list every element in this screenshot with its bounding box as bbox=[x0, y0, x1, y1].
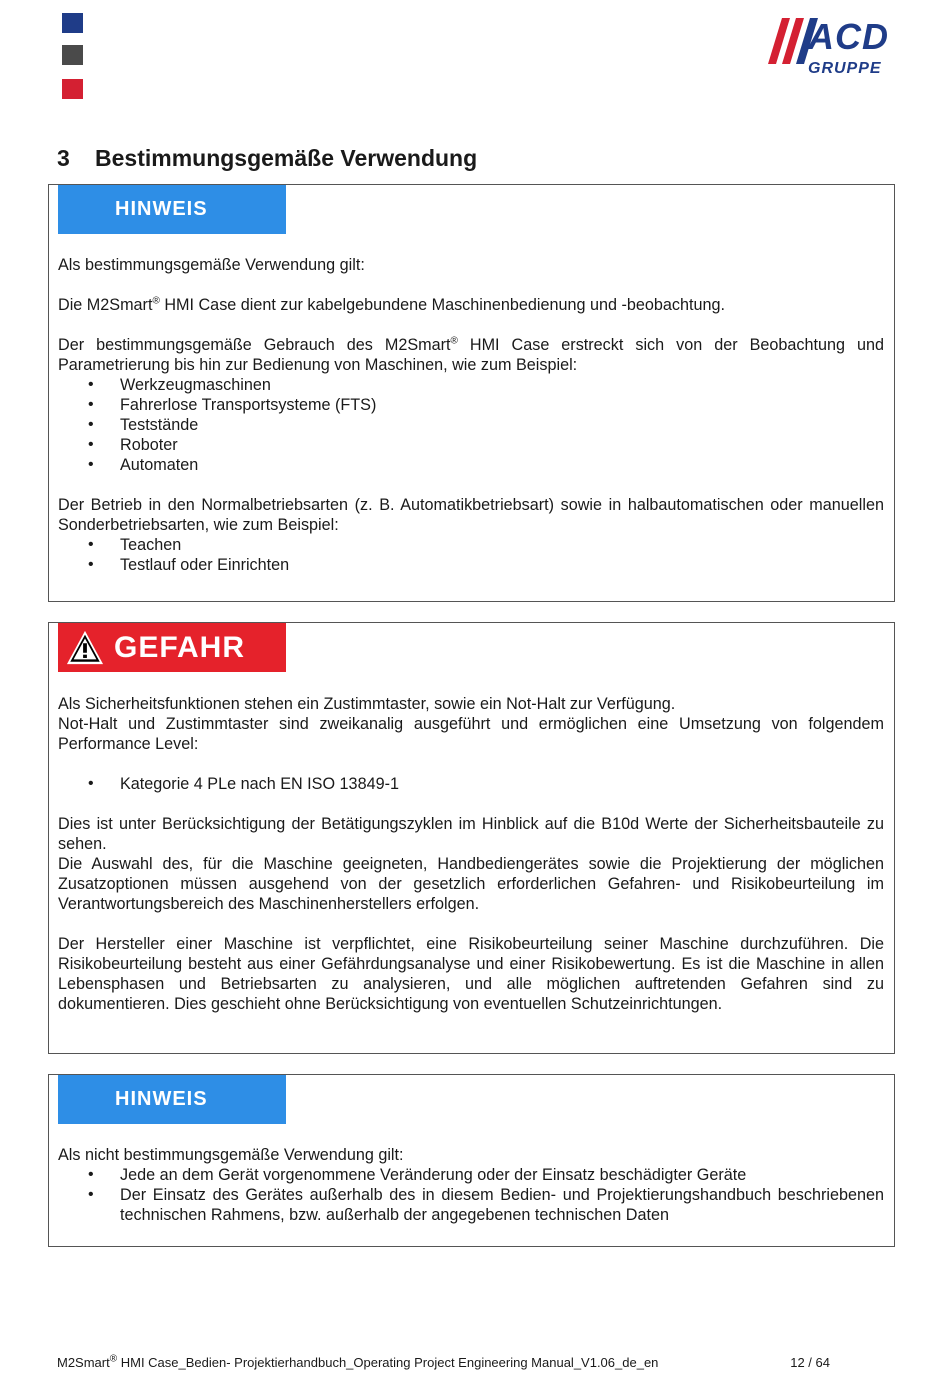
notice-content bbox=[58, 1145, 884, 1225]
paragraph: Als nicht bestimmungsgemäße Verwendung gilt: bbox=[58, 1146, 404, 1164]
bullet-list bbox=[58, 774, 884, 794]
list-item: • Jede an dem Gerät vorgenommene Veränderung oder der Einsatz beschädigter Geräte bbox=[58, 1165, 884, 1185]
logo-square-blue bbox=[62, 13, 83, 33]
text-span: Die M2Smart bbox=[58, 296, 153, 314]
danger-content bbox=[58, 694, 884, 1014]
list-item: • Roboter bbox=[58, 435, 884, 455]
list-item: • Automaten bbox=[58, 455, 884, 475]
paragraph bbox=[58, 335, 884, 375]
page-number: 12 / 64 bbox=[790, 1355, 830, 1370]
danger-box bbox=[48, 622, 895, 1054]
notice-label: HINWEIS bbox=[115, 198, 208, 220]
paragraph: Als bestimmungsgemäße Verwendung gilt: bbox=[58, 256, 365, 274]
registered-mark: ® bbox=[109, 1353, 118, 1365]
notice-label: HINWEIS bbox=[115, 1088, 208, 1110]
logo-square-red bbox=[62, 79, 83, 99]
document-name bbox=[57, 1355, 658, 1370]
paragraph: Not-Halt und Zustimmtaster sind zweikanalig ausgeführt und ermöglichen eine Umsetzung von folgendem Performance Level: bbox=[58, 715, 884, 753]
paragraph: Als Sicherheitsfunktionen stehen ein Zustimmtaster, sowie ein Not-Halt zur Verfügung. bbox=[58, 695, 676, 713]
list-item: • Fahrerlose Transportsysteme (FTS) bbox=[58, 395, 884, 415]
paragraph: Die Auswahl des, für die Maschine geeigneten, Handbediengerätes sowie die Projektierung der möglichen Zusatzoptionen müssen ausgehend von der gesetzlich erforderlichen Gefahren- und Risikobeurteilung im Verantwortungsbereich des Maschinenherstellers erfolgen. bbox=[58, 855, 884, 913]
text-span: HMI Case dient zur kabelgebundene Maschinenbedienung und -beobachtung. bbox=[159, 296, 725, 314]
registered-mark: ® bbox=[450, 335, 458, 347]
section-title: Bestimmungsgemäße Verwendung bbox=[95, 145, 478, 171]
paragraph bbox=[58, 295, 884, 315]
bullet-list bbox=[58, 535, 884, 575]
list-item: • Teachen bbox=[58, 535, 884, 555]
notice-banner bbox=[58, 185, 286, 234]
bullet-list bbox=[58, 1165, 884, 1225]
list-item: • Kategorie 4 PLe nach EN ISO 13849-1 bbox=[58, 774, 884, 794]
registered-mark: ® bbox=[152, 295, 160, 307]
notice-box-intended-use bbox=[48, 184, 895, 602]
text-span: HMI Case erstreckt sich von der Beobachtung und Parametrierung bis hin zur Bedienung von Maschinen, wie zum Beispiel: bbox=[58, 336, 884, 374]
list-item: • Teststände bbox=[58, 415, 884, 435]
danger-banner bbox=[58, 623, 286, 672]
warning-triangle-icon bbox=[66, 629, 104, 667]
paragraph: Der Hersteller einer Maschine ist verpflichtet, eine Risikobeurteilung seiner Maschine durchzuführen. Die Risikobeurteilung besteht aus einer Gefährdungsanalyse und einer Risikobewertung. Es ist die Maschine in allen Lebensphasen und Betriebsarten zu analysieren, und alle möglichen auftretenden Gefahren sind zu dokumentieren. Dies geschieht ohne Berücksichtigung von eventuellen Schutzeinrichtungen. bbox=[58, 935, 884, 1013]
notice-box-improper-use bbox=[48, 1074, 895, 1247]
text-span: Der bestimmungsgemäße Gebrauch des M2Smart bbox=[58, 336, 451, 354]
paragraph: Dies ist unter Berücksichtigung der Betätigungszyklen im Hinblick auf die B10d Werte der Sicherheitsbauteile zu sehen. bbox=[58, 815, 884, 853]
text-span: HMI Case_Bedien- Projektierhandbuch_Operating Project Engineering Manual_V1.06_de_en bbox=[117, 1355, 659, 1370]
list-item: • Testlauf oder Einrichten bbox=[58, 555, 884, 575]
text-span: M2Smart bbox=[57, 1355, 110, 1370]
list-item: • Werkzeugmaschinen bbox=[58, 375, 884, 395]
danger-label: GEFAHR bbox=[114, 630, 246, 664]
acd-logo bbox=[760, 14, 930, 84]
section-number: 3 bbox=[57, 145, 70, 171]
logo-subtext: GRUPPE bbox=[808, 60, 882, 77]
logo-square-gray bbox=[62, 45, 83, 65]
notice-banner bbox=[58, 1075, 286, 1124]
notice-content bbox=[58, 255, 884, 575]
list-item: • Der Einsatz des Gerätes außerhalb des in diesem Bedien- und Projektierungshandbuch beschriebenen technischen Rahmens, bzw. außerhalb der angegebenen technischen Daten bbox=[58, 1185, 884, 1225]
section-heading bbox=[57, 145, 477, 172]
bullet-list bbox=[58, 375, 884, 475]
logo-text: ACD bbox=[808, 16, 889, 57]
paragraph: Der Betrieb in den Normalbetriebsarten (z. B. Automatikbetriebsart) sowie in halbautomatischen oder manuellen Sonderbetriebsarten, wie zum Beispiel: bbox=[58, 496, 884, 534]
